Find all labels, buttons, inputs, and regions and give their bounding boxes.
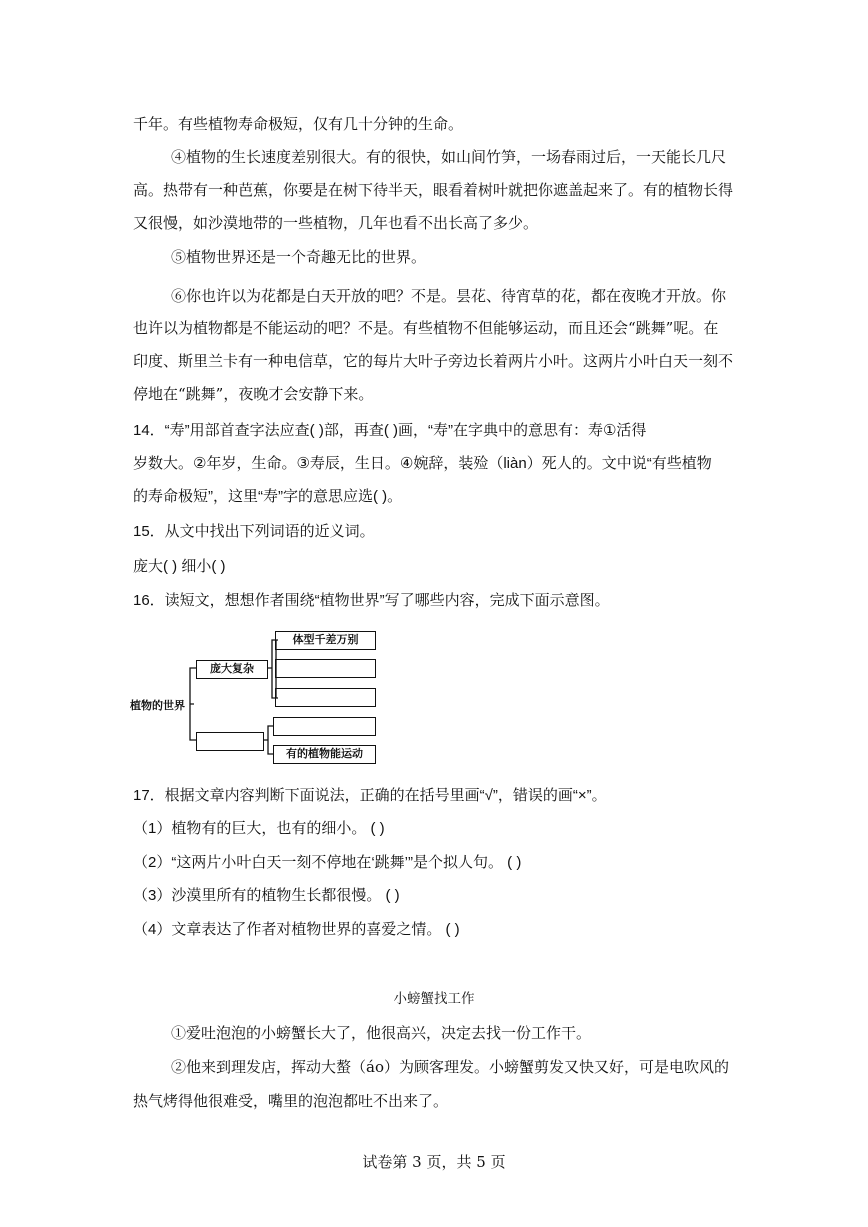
- question-15-prompt: 15．从文中找出下列词语的近义词。: [133, 523, 375, 540]
- diagram-branch-2-blank[interactable]: [196, 732, 264, 751]
- passage-line: ⑤植物世界还是一个奇趣无比的世界。: [171, 248, 427, 266]
- diagram-root-label: 植物的世界: [130, 699, 185, 712]
- passage-line: 也许以为植物都是不能运动的吧？不是。有些植物不但能够运动，而且还会“跳舞”呢。在: [133, 319, 719, 337]
- diagram-leaf-5: 有的植物能运动: [273, 745, 376, 764]
- passage-line: 又很慢，如沙漠地带的一些植物，几年也看不出长高了多少。: [133, 214, 539, 232]
- passage-line: ①爱吐泡泡的小螃蟹长大了，他很高兴，决定去找一份工作干。: [171, 1024, 592, 1042]
- passage-line: ④植物的生长速度差别很大。有的很快，如山间竹笋，一场春雨过后，一天能长几尺: [171, 148, 727, 166]
- question-17-item: （4）文章表达了作者对植物世界的喜爱之情。 ( ): [133, 921, 460, 938]
- question-14-line: 14．“寿”用部首查字法应查( )部，再查( )画，“寿”在字典中的意思有：寿①活得: [133, 422, 647, 439]
- passage-line: ②他来到理发店，挥动大螯（áo）为顾客理发。小螃蟹剪发又快又好，可是电吹风的: [171, 1058, 729, 1076]
- diagram-branch-1: 庞大复杂: [196, 660, 268, 679]
- diagram-leaf-4-blank[interactable]: [273, 717, 376, 736]
- question-15-answer-line: 庞大( ) 细小( ): [133, 558, 226, 575]
- question-17-item: （2）“这两片小叶白天一刻不停地在‘跳舞’”是个拟人句。 ( ): [133, 854, 522, 871]
- question-14-line: 岁数大。②年岁，生命。③寿辰，生日。④婉辞，装殓（liàn）死人的。文中说“有些植物: [133, 455, 712, 472]
- passage-line: 停地在“跳舞”，夜晚才会安静下来。: [133, 385, 374, 403]
- passage-line: 高。热带有一种芭蕉，你要是在树下待半天，眼看着树叶就把你遮盖起来了。有的植物长得: [133, 181, 734, 199]
- question-16-prompt: 16．读短文，想想作者围绕“植物世界”写了哪些内容，完成下面示意图。: [133, 592, 610, 609]
- plant-world-diagram: [128, 628, 388, 768]
- question-14-line: 的寿命极短”，这里“寿”字的意思应选( )。: [133, 488, 403, 505]
- passage-line: 千年。有些植物寿命极短，仅有几十分钟的生命。: [133, 115, 464, 133]
- diagram-leaf-3-blank[interactable]: [275, 688, 376, 707]
- passage-line: 热气烤得他很难受，嘴里的泡泡都吐不出来了。: [133, 1092, 449, 1110]
- diagram-leaf-1: 体型千差万别: [275, 631, 376, 650]
- question-17-prompt: 17．根据文章内容判断下面说法，正确的在括号里画“√”，错误的画“×”。: [133, 787, 607, 804]
- question-17-item: （1）植物有的巨大，也有的细小。 ( ): [133, 820, 385, 837]
- passage-line: ⑥你也许以为花都是白天开放的吧？不是。昙花、待宵草的花，都在夜晚才开放。你: [171, 287, 727, 305]
- question-17-item: （3）沙漠里所有的植物生长都很慢。 ( ): [133, 887, 400, 904]
- page-footer: 试卷第 3 页，共 5 页: [362, 1153, 506, 1171]
- passage-line: 印度、斯里兰卡有一种电信草，它的每片大叶子旁边长着两片小叶。这两片小叶白天一刻不: [133, 352, 734, 370]
- diagram-leaf-2-blank[interactable]: [275, 659, 376, 678]
- passage-2-title: 小螃蟹找工作: [393, 991, 475, 1007]
